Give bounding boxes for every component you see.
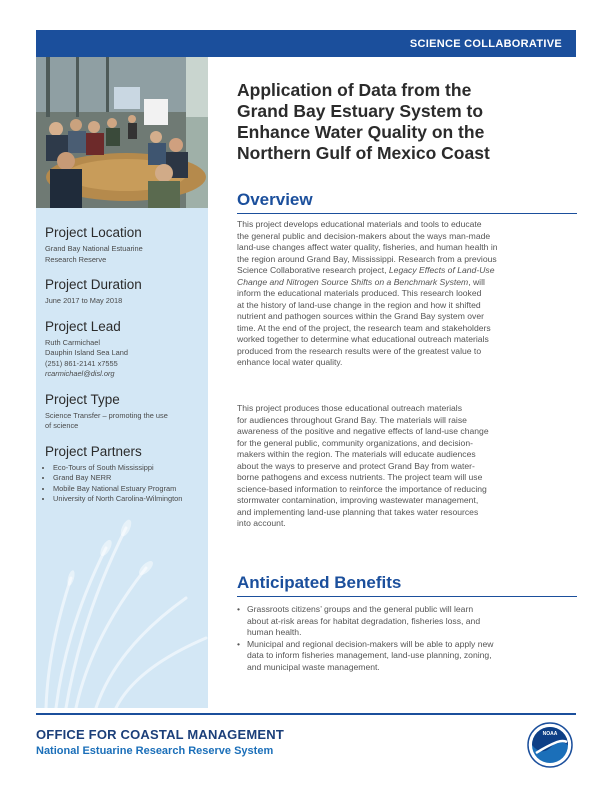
list-item: • Municipal and regional decision-makers will be able to apply new data to inform fisheries management, land-use planning, zoning, and municipal waste management. — [247, 639, 587, 674]
footer-title: OFFICE FOR COASTAL MANAGEMENT — [36, 727, 284, 742]
list-item: • University of North Carolina-Wilmington — [53, 494, 203, 505]
project-location-heading: Project Location — [45, 225, 142, 240]
overview-rule — [237, 213, 577, 214]
list-item: • Eco-Tours of South Mississippi — [53, 463, 203, 474]
header-label: SCIENCE COLLABORATIVE — [409, 38, 562, 50]
overview-heading: Overview — [237, 190, 313, 209]
project-lead-text: Ruth Carmichael Dauphin Island Sea Land (251) 861-2141 x7555 rcarmichael@disl.org — [45, 338, 203, 380]
header-bar — [36, 30, 576, 57]
benefits-rule — [237, 596, 577, 597]
project-duration-text: June 2017 to May 2018 — [45, 296, 123, 305]
project-type-text: Science Transfer – promoting the use of science — [45, 410, 168, 430]
lead-email-link[interactable]: rcarmichael@disl.org — [45, 369, 115, 378]
page-title-block — [237, 80, 577, 164]
project-duration-heading: Project Duration — [45, 277, 142, 292]
overview-paragraph-1: This project develops educational materials and tools to educate the general public and decision-makers about the ways man-made land-use changes affect water quality, fisheries, and human health in the region around Grand Bay, Mississippi. Research from a previous Science Collaborative research project, Legacy Effects of Land-Use Change and Nitrogen Source Shifts on a Benchmark System, will inform the educational materials produced. This research looked at the history of land-use change in the region and how it shifted nutrient and pathogen sources within the Grand Bay system over time. At the end of the project, the research team and stakeholders worked together to determine what educational outreach materials produced from the research results were of the greatest value to enhance local water quality. — [237, 219, 498, 367]
grass-decoration — [36, 508, 208, 708]
benefits-list — [237, 604, 587, 673]
footer-rule — [36, 713, 576, 715]
overview-paragraph-2: This project produces those educational outreach materials for audiences throughout Grand Bay. The materials will raise awareness of the positive and negative effects of land-use change for the general public, community organizations, and decision- makers within the region. The materials will educate audiences about the ways to preserve and protect Grand Bay from water- borne pathogens and excess nutrients. The project team will use science-based information to reinforce the importance of reducing stormwater contamination, improving wastewater management, and implementing land-use planning that takes water resources into account. — [237, 403, 489, 528]
project-partners-heading: Project Partners — [45, 443, 142, 459]
partners-list — [45, 463, 203, 505]
svg-text:NOAA: NOAA — [542, 731, 558, 737]
list-item: • Mobile Bay National Estuary Program — [53, 484, 203, 495]
sidebar — [36, 57, 208, 708]
project-location-text: Grand Bay National Estuarine Research Reserve — [45, 244, 143, 264]
meeting-photo — [36, 57, 208, 208]
footer-subtitle: National Estuarine Research Reserve System — [36, 745, 274, 757]
project-type-heading: Project Type — [45, 391, 120, 407]
list-item: • Grassroots citizens’ groups and the general public will learn about at-risk areas for habitat degradation, fisheries loss, and human health. — [247, 604, 587, 639]
page-title: Application of Data from the Grand Bay Estuary System to Enhance Water Quality on the Northern Gulf of Mexico Coast — [237, 80, 490, 163]
benefits-heading: Anticipated Benefits — [237, 573, 402, 592]
noaa-logo-icon — [527, 722, 573, 768]
list-item: • Grand Bay NERR — [53, 473, 203, 484]
project-lead-heading: Project Lead — [45, 318, 121, 334]
